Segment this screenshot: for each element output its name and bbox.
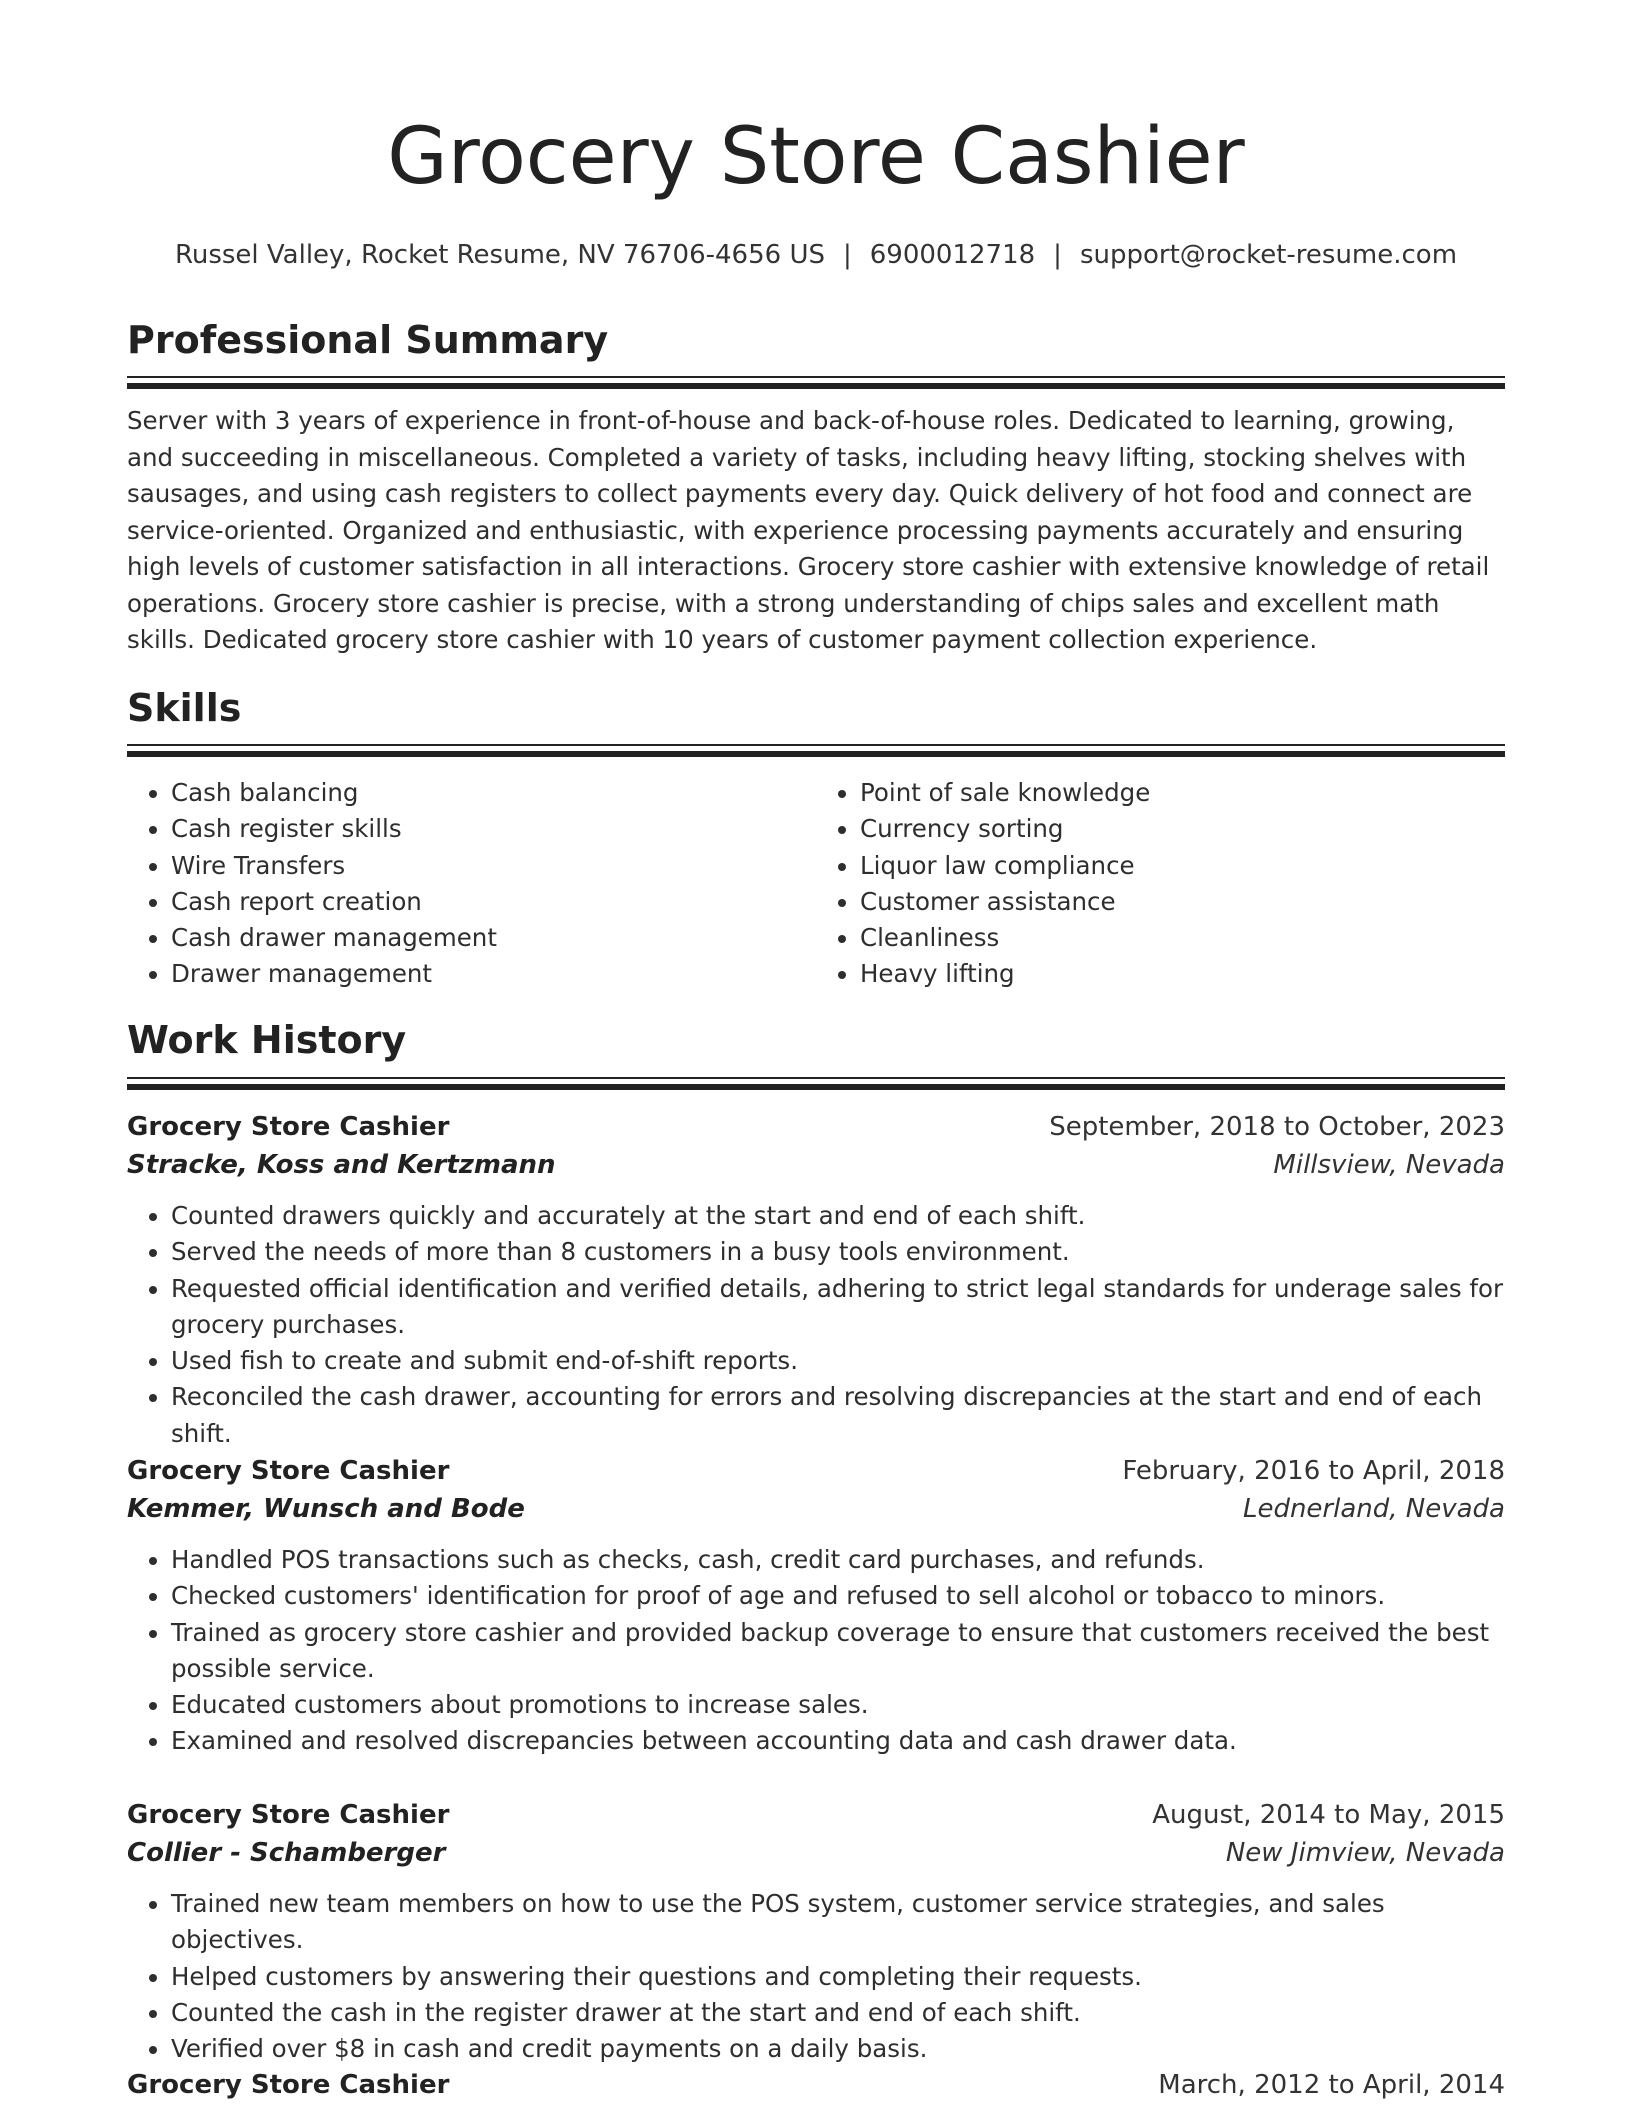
skill-item: • Wire Transfers	[171, 848, 816, 884]
job-duty: • Handled POS transactions such as checks, cash, credit card purchases, and refunds.	[171, 1542, 1505, 1578]
job-company: Kemmer, Wunsch and Bode	[127, 1494, 525, 1524]
job-duty: • Trained as grocery store cashier and provided backup coverage to ensure that customers received the best possible service.	[171, 1615, 1505, 1688]
job-duty: • Checked customers' identification for proof of age and refused to sell alcohol or tobacco to minors.	[171, 1578, 1505, 1614]
job-company: Stracke, Koss and Kertzmann	[127, 1150, 556, 1180]
job-entry	[127, 1108, 1505, 1452]
job-duty: • Verified over $8 in cash and credit payments on a daily basis.	[171, 2031, 1505, 2067]
job-duty: • Requested official identification and verified details, adhering to strict legal standards for underage sales for grocery purchases.	[171, 1271, 1505, 1344]
job-duties	[127, 1198, 1505, 1452]
contact-separator: |	[842, 240, 852, 270]
skill-item: • Heavy lifting	[860, 956, 1505, 992]
resume-name: Grocery Store Cashier	[387, 112, 1245, 202]
job-duty: • Trained new team members on how to use the POS system, customer service strategies, and sales objectives.	[171, 1886, 1505, 1959]
section-title-summary: Professional Summary	[127, 318, 609, 362]
job-entry	[127, 1796, 1505, 2067]
job-dates: August, 2014 to May, 2015	[1152, 1800, 1505, 1830]
section-title-skills: Skills	[127, 686, 242, 730]
job-entry	[127, 2066, 1505, 2104]
contact-line	[127, 240, 1505, 271]
job-duty: • Reconciled the cash drawer, accounting for errors and resolving discrepancies at the start and end of each shift.	[171, 1379, 1505, 1452]
skill-item: • Cash balancing	[171, 775, 816, 811]
skill-item: • Cash report creation	[171, 884, 816, 920]
skill-item: • Point of sale knowledge	[860, 775, 1505, 811]
job-company: Collier - Schamberger	[127, 1838, 446, 1868]
contact-email[interactable]: support@rocket-resume.com	[1079, 240, 1458, 270]
skill-item: • Cash register skills	[171, 811, 816, 847]
job-title: Grocery Store Cashier	[127, 1112, 450, 1142]
skills-column-left	[127, 775, 816, 993]
section-title-work-history: Work History	[127, 1018, 407, 1062]
skill-item: • Cash drawer management	[171, 920, 816, 956]
section-divider	[127, 1077, 1505, 1090]
job-entry	[127, 1452, 1505, 1760]
skills-list	[127, 775, 1505, 993]
skill-item: • Cleanliness	[860, 920, 1505, 956]
skill-item: • Customer assistance	[860, 884, 1505, 920]
job-dates: February, 2016 to April, 2018	[1122, 1456, 1505, 1486]
job-title: Grocery Store Cashier	[127, 2070, 450, 2100]
section-divider	[127, 376, 1505, 389]
summary-text: Server with 3 years of experience in front-of-house and back-of-house roles. Dedicated to learning, growing, and succeeding in miscellaneous. Completed a variety of tasks, including heavy lifting, stocking shelves with sausages, and using cash registers to collect payments every day. Quick delivery of hot food and connect are service-oriented. Organized and enthusiastic, with experience processing payments accurately and ensuring high levels of customer satisfaction in all interactions. Grocery store cashier with extensive knowledge of retail operations. Grocery store cashier is precise, with a strong understanding of chips sales and excellent math skills. Dedicated grocery store cashier with 10 years of customer payment collection experience.	[127, 406, 1490, 654]
contact-phone: 6900012718	[869, 240, 1036, 270]
skills-column-right	[816, 775, 1505, 993]
job-duty: • Served the needs of more than 8 customers in a busy tools environment.	[171, 1234, 1505, 1270]
section-divider	[127, 744, 1505, 757]
skill-item: • Drawer management	[171, 956, 816, 992]
job-location: New Jimview, Nevada	[1225, 1838, 1505, 1868]
job-duties	[127, 1886, 1505, 2067]
job-title: Grocery Store Cashier	[127, 1456, 450, 1486]
skill-item: • Currency sorting	[860, 811, 1505, 847]
job-dates: September, 2018 to October, 2023	[1049, 1112, 1505, 1142]
job-duties	[127, 1542, 1505, 1760]
contact-address: Russel Valley, Rocket Resume, NV 76706-4656 US	[174, 240, 825, 270]
job-dates: March, 2012 to April, 2014	[1158, 2070, 1505, 2100]
job-location: Millsview, Nevada	[1273, 1150, 1505, 1180]
job-duty: • Helped customers by answering their questions and completing their requests.	[171, 1959, 1505, 1995]
job-duty: • Counted drawers quickly and accurately at the start and end of each shift.	[171, 1198, 1505, 1234]
job-title: Grocery Store Cashier	[127, 1800, 450, 1830]
job-duty: • Counted the cash in the register drawer at the start and end of each shift.	[171, 1995, 1505, 2031]
job-duty: • Examined and resolved discrepancies between accounting data and cash drawer data.	[171, 1723, 1505, 1759]
contact-separator: |	[1053, 240, 1062, 270]
job-location: Lednerland, Nevada	[1242, 1494, 1505, 1524]
skill-item: • Liquor law compliance	[860, 848, 1505, 884]
job-duty: • Educated customers about promotions to increase sales.	[171, 1687, 1505, 1723]
job-duty: • Used fish to create and submit end-of-shift reports.	[171, 1343, 1505, 1379]
